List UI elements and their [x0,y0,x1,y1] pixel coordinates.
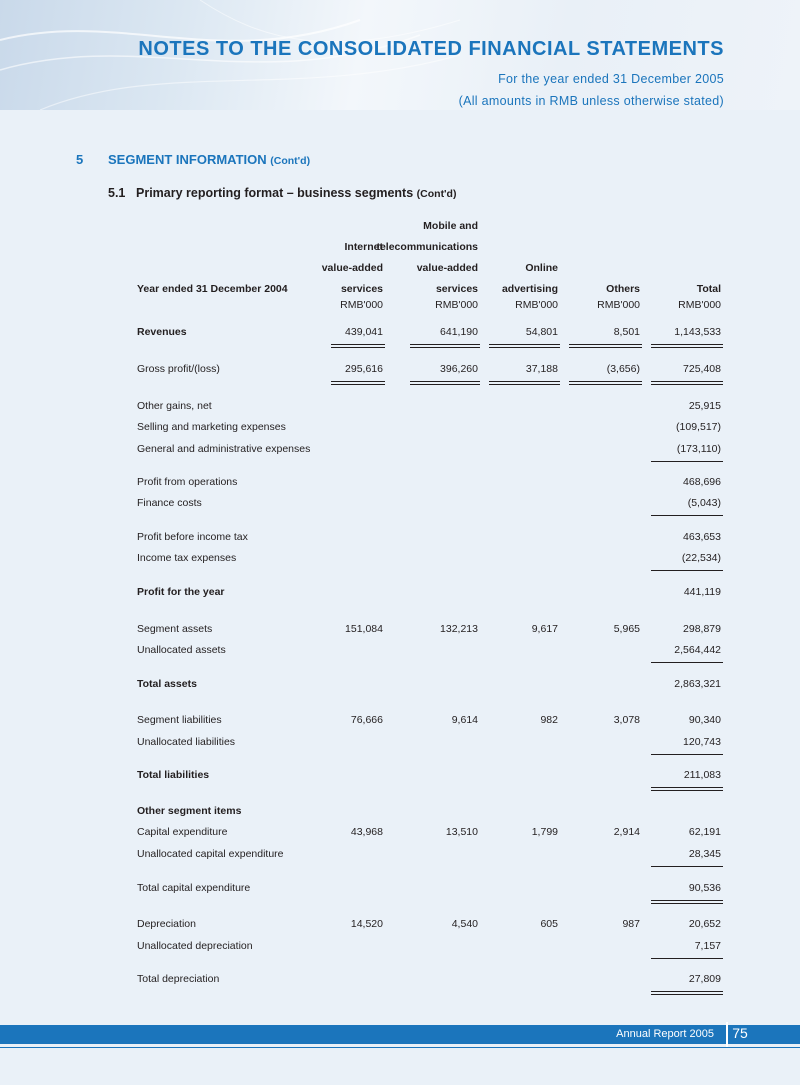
cell-internet: 295,616 [345,363,383,375]
cell-online: 982 [540,714,558,726]
subsection-number: 5.1 [108,186,126,200]
cell-internet: 439,041 [345,326,383,338]
row-label: Profit from operations [137,476,238,488]
cell-total: 211,083 [683,769,721,781]
double-rule-total [651,787,723,791]
single-rule-total [651,461,723,462]
cell-others: 3,078 [613,714,640,726]
cell-total: 25,915 [688,400,721,412]
row-label: Income tax expenses [137,552,237,564]
cell-total: 463,653 [683,531,721,543]
currency-subtitle: (All amounts in RMB unless otherwise stated) [458,94,724,108]
column-unit-internet: RMB'000 [340,299,383,311]
row-label: Unallocated capital expenditure [137,848,284,860]
cell-others: 5,965 [613,623,640,635]
section-cont: (Cont'd) [270,155,311,167]
column-header-mobile: services [435,283,478,295]
cell-total: 725,408 [683,363,721,375]
double-rule [489,344,560,348]
row-label: General and administrative expenses [137,443,311,455]
cell-online: 54,801 [525,326,558,338]
double-rule [569,344,642,348]
cell-mobile: 396,260 [440,363,478,375]
column-header-online: advertising [501,283,558,295]
cell-total: 90,536 [688,882,721,894]
cell-others: 8,501 [613,326,640,338]
row-label: Other gains, net [137,400,212,412]
double-rule [410,381,480,385]
cell-total: 120,743 [683,736,721,748]
double-rule-total [651,900,723,904]
subsection-cont: (Cont'd) [416,188,457,200]
cell-mobile: 13,510 [445,826,478,838]
cell-total: 1,143,533 [674,326,721,338]
single-rule-total [651,958,723,959]
cell-total: (109,517) [676,421,721,433]
double-rule [410,344,480,348]
single-rule-total [651,754,723,755]
footer-report-name: Annual Report 2005 [616,1028,714,1040]
cell-total: 20,652 [688,918,721,930]
double-rule [651,381,723,385]
double-rule-total [651,991,723,995]
column-header-mobile: telecommunications [376,241,478,253]
row-label: Depreciation [137,918,196,930]
cell-mobile: 9,614 [451,714,478,726]
double-rule [489,381,560,385]
single-rule-total [651,570,723,571]
column-unit-online: RMB'000 [515,299,558,311]
cell-others: (3,656) [606,363,640,375]
period-subtitle: For the year ended 31 December 2005 [498,72,724,86]
row-label: Unallocated assets [137,644,226,656]
column-header-others: Others [606,283,640,295]
cell-internet: 76,666 [350,714,383,726]
cell-total: 468,696 [683,476,721,488]
column-header-total: Total [696,283,721,295]
single-rule-total [651,662,723,663]
cell-total: 2,863,321 [674,678,721,690]
cell-total: 28,345 [688,848,721,860]
double-rule [331,344,385,348]
cell-internet: 151,084 [345,623,383,635]
row-label: Finance costs [137,497,202,509]
column-header-internet: Internet [344,241,383,253]
cell-total: 2,564,442 [674,644,721,656]
cell-total: 62,191 [688,826,721,838]
footer-rule [0,1047,800,1048]
column-unit-mobile: RMB'000 [435,299,478,311]
cell-others: 987 [622,918,640,930]
double-rule [651,344,723,348]
row-label: Unallocated depreciation [137,940,253,952]
single-rule-total [651,515,723,516]
row-label: Segment liabilities [137,714,222,726]
row-label: Total capital expenditure [137,882,251,894]
cell-total: 90,340 [688,714,721,726]
double-rule [331,381,385,385]
column-header-internet: value-added [321,262,383,274]
row-label: Capital expenditure [137,826,228,838]
cell-mobile: 132,213 [440,623,478,635]
cell-online: 1,799 [531,826,558,838]
row-label: Gross profit/(loss) [137,363,220,375]
subsection-title-text: Primary reporting format – business segments [136,186,414,200]
section-title-text: SEGMENT INFORMATION [108,152,267,167]
row-label: Unallocated liabilities [137,736,236,748]
cell-total: 298,879 [683,623,721,635]
cell-others: 2,914 [613,826,640,838]
cell-mobile: 641,190 [440,326,478,338]
row-label: Profit for the year [137,586,225,598]
single-rule-total [651,866,723,867]
page-title: NOTES TO THE CONSOLIDATED FINANCIAL STATEMENTS [138,38,724,60]
row-label: Revenues [137,326,187,338]
row-label: Selling and marketing expenses [137,421,286,433]
cell-online: 37,188 [525,363,558,375]
column-unit-total: RMB'000 [678,299,721,311]
cell-total: 27,809 [688,973,721,985]
cell-total: (5,043) [687,497,721,509]
cell-total: 441,119 [683,586,721,598]
double-rule [569,381,642,385]
year-label: Year ended 31 December 2004 [137,283,288,295]
column-header-internet: services [340,283,383,295]
row-label: Profit before income tax [137,531,248,543]
cell-online: 9,617 [531,623,558,635]
cell-online: 605 [540,918,558,930]
cell-total: 7,157 [694,940,721,952]
row-label: Total depreciation [137,973,220,985]
column-unit-others: RMB'000 [597,299,640,311]
page-number: 75 [732,1025,748,1041]
cell-internet: 14,520 [350,918,383,930]
column-header-online: Online [525,262,558,274]
section-number: 5 [76,152,84,167]
cell-total: (173,110) [676,443,721,455]
section-title [108,152,310,167]
column-header-mobile: value-added [416,262,478,274]
cell-internet: 43,968 [350,826,383,838]
cell-mobile: 4,540 [451,918,478,930]
row-label: Other segment items [137,805,242,817]
cell-total: (22,534) [681,552,721,564]
row-label: Total assets [137,678,197,690]
row-label: Total liabilities [137,769,210,781]
row-label: Segment assets [137,623,213,635]
column-header-mobile: Mobile and [423,220,478,232]
subsection-title [136,186,456,200]
